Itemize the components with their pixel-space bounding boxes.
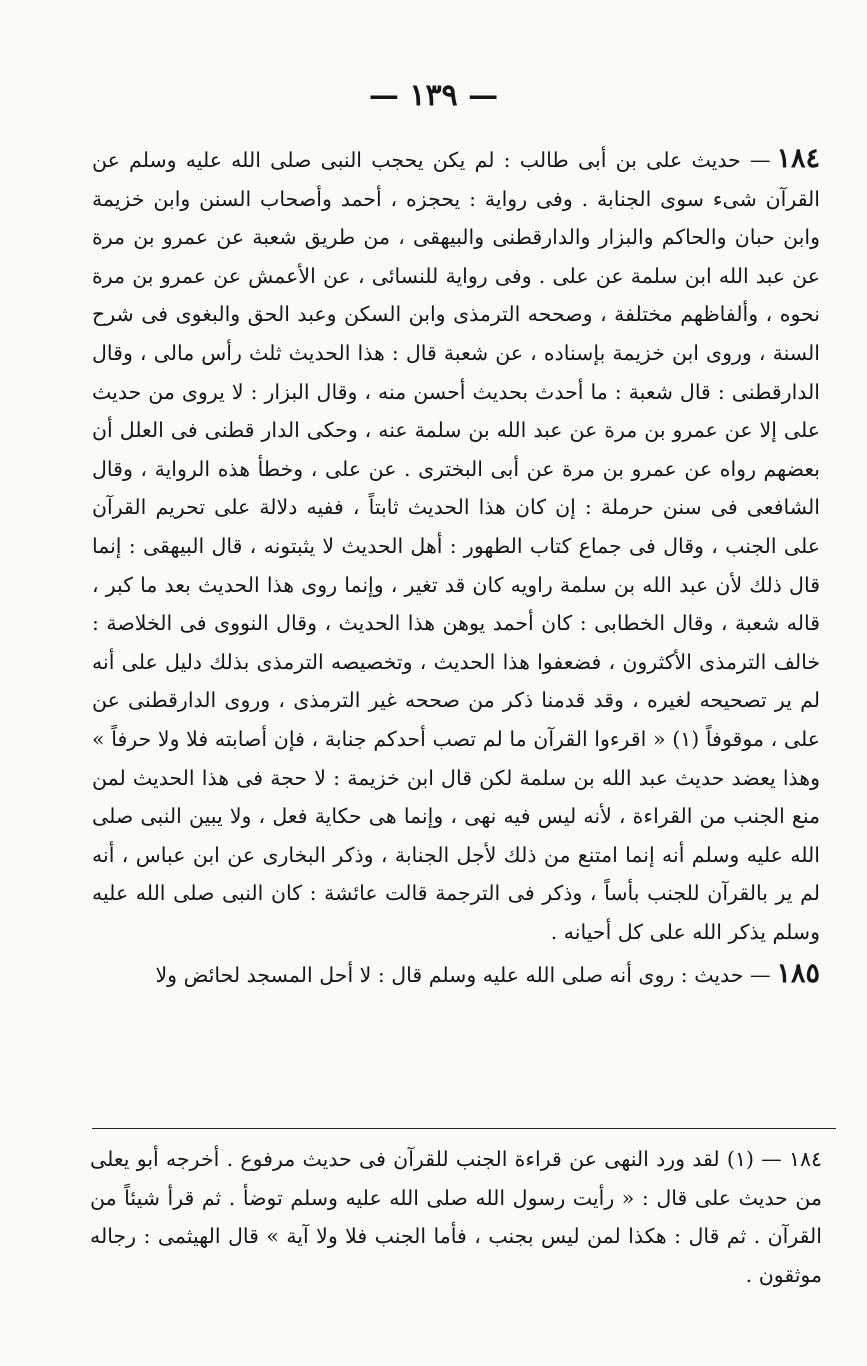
hadith-text: — حديث على بن أبى طالب : لم يكن يحجب النبى صلى الله عليه وسلم عن القرآن شىء سوى الجنابة . وفى رواية : يحجزه ، أحمد وأصحاب السنن وابن خزيمة وابن حبان والحاكم والبزار والدارقطنى والبيهقى ، من طريق شعبة عن عمرو بن مرة عن عبد الله ابن سلمة عن على . وفى رواية للنسائى ، عن الأعمش عن عمرو بن مرة نحوه ، وألفاظهم مختلفة ، وصححه الترمذى وابن السكن وعبد الحق والبغوى فى شرح السنة ، وروى ابن خزيمة بإسناده ، عن شعبة قال : هذا الحديث ثلث رأس مالى ، وقال الدارقطنى : قال شعبة : ما أحدث بحديث أحسن منه ، وقال البزار : لا يروى من حديث على إلا عن عمرو بن مرة عن عبد الله بن سلمة عنه ، وحكى الدار قطنى فى العلل أن بعضهم رواه عن عمرو بن مرة عن أبى البخترى . عن على ، وخطأ هذه الرواية ، وقال الشافعى فى سنن حرملة : إن كان هذا الحديث ثابتاً ، ففيه دلالة على تحريم القرآن على الجنب ، وقال فى جماع كتاب الطهور : أهل الحديث لا يثبتونه ، قال البيهقى : إنما قال ذلك لأن عبد الله بن سلمة راويه كان قد تغير ، وإنما روى هذا الحديث بعد ما كبر ، قاله شعبة ، وقال الخطابى : كان أحمد يوهن هذا الحديث ، وقال النووى فى الخلاصة : خالف الترمذى الأكثرون ، فضعفوا هذا الحديث ، وتخصيصه الترمذى بذلك دليل على أنه لم ير تصحيحه لغيره ، وقد قدمنا ذكر من صححه غير الترمذى ، وروى الدارقطنى عن على ، موقوفاً (١) « اقرءوا القرآن ما لم تصب أحدكم جنابة ، فإن أصابته فلا ولا حرفاً » وهذا يعضد حديث عبد الله بن سلمة لكن قال ابن خزيمة : لا حجة فى هذا الحديث لمن منع الجنب من القراءة ، لأنه ليس فيه نهى ، وإنما هى حكاية فعل ، ولا يبين النبى صلى الله عليه وسلم أنه إنما امتنع من ذلك لأجل الجنابة ، وذكر البخارى عن ابن عباس ، أنه لم ير بالقرآن للجنب بأساً ، وذكر فى الترجمة قالت عائشة : كان النبى صلى الله عليه وسلم يذكر الله على كل أحيانه . (92, 148, 820, 944)
hadith-text: — حديث : روى أنه صلى الله عليه وسلم قال : لا أحل المسجد لحائض ولا (155, 963, 771, 988)
hadith-number: ١٨٤ (776, 143, 820, 174)
footnote-divider (92, 1128, 836, 1129)
footnote: ١٨٤ — (١) لقد ورد النهى عن قراءة الجنب للقرآن فى حديث مرفوع . أخرجه أبو يعلى من حديث على قال : « رأيت رسول الله صلى الله عليه وسلم توضأ . ثم قرأ شيئاً من القرآن . ثم قال : هكذا لمن ليس بجنب ، فأما الجنب فلا ولا آية » قال الهيثمى : رجاله موثقون . (90, 1147, 823, 1287)
page-number: — ١٣٩ — (368, 78, 499, 113)
hadith-paragraph-185 (92, 955, 820, 995)
main-text (92, 140, 820, 995)
hadith-number: ١٨٥ (776, 958, 820, 990)
hadith-paragraph-184 (92, 140, 820, 951)
